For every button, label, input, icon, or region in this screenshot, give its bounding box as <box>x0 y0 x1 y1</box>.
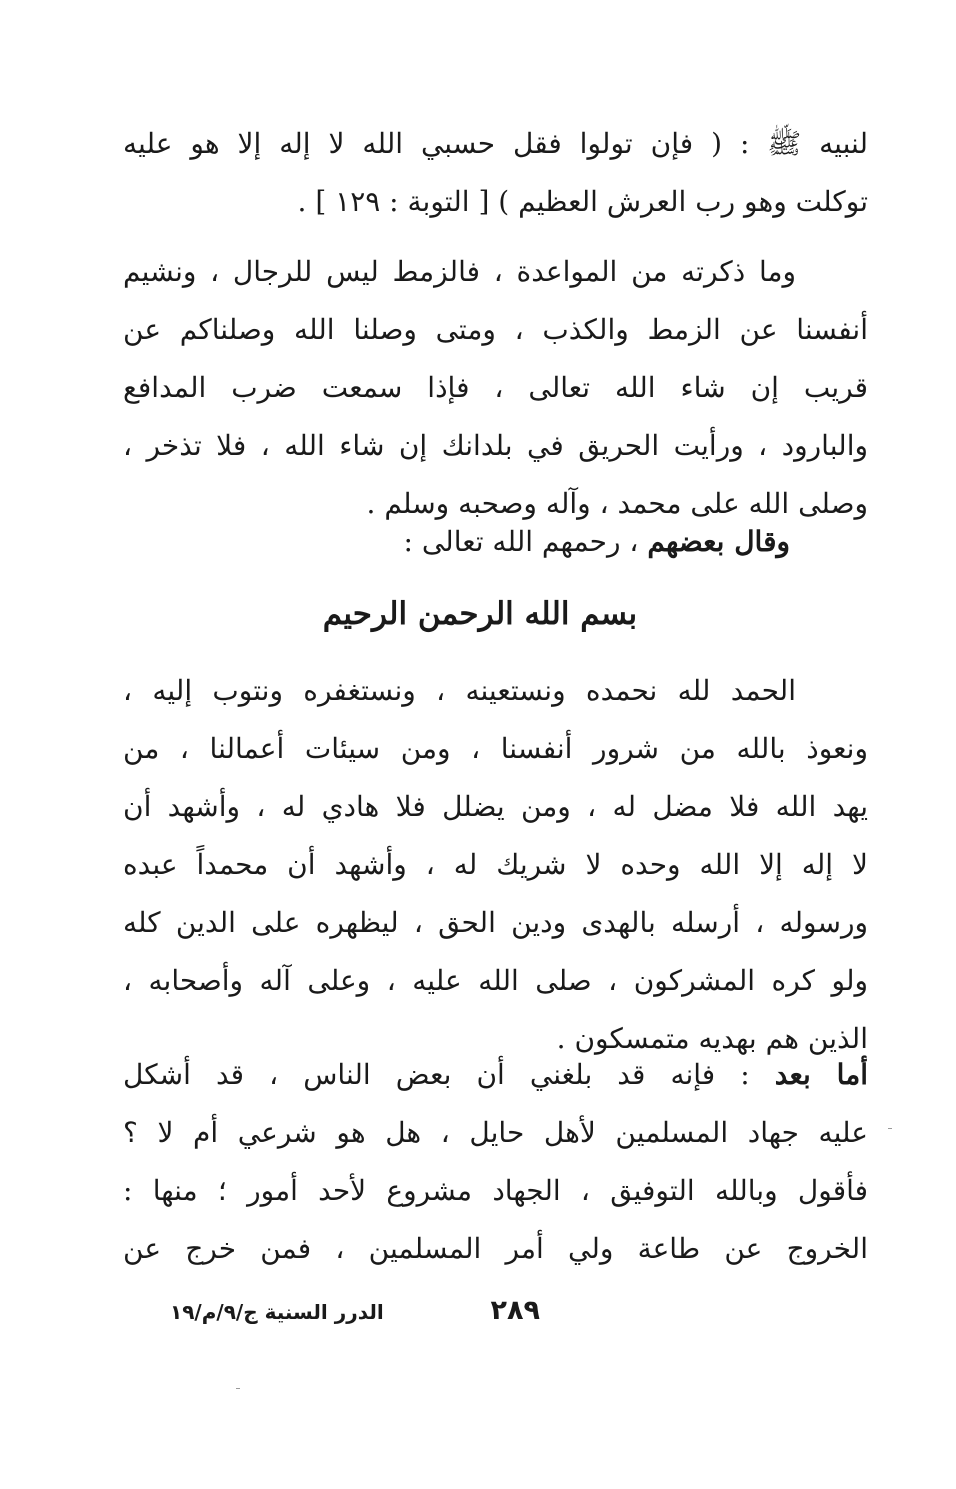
text-line: عليه جهاد المسلمين لأهل حايل ، هل هو شرعي أم لا ؟ <box>123 1116 868 1149</box>
text-line: ونعوذ بالله من شرور أنفسنا ، ومن سيئات أعمالنا ، من <box>123 732 868 765</box>
basmala-calligraphy: بسم الله الرحمن الرحيم <box>322 596 638 632</box>
section-heading <box>123 513 868 571</box>
text-line: لا إله إلا الله وحده لا شريك له ، وأشهد أن محمداً عبده <box>123 848 868 881</box>
heading-line <box>123 513 868 571</box>
paragraph-letter-closing <box>123 243 868 533</box>
heading-rest: ، رحمهم الله تعالى : <box>403 525 639 558</box>
text-line: الخروج عن طاعة ولي أمر المسلمين ، فمن خرج عن <box>123 1232 868 1265</box>
text-line: يهد الله فلا مضل له ، ومن يضلل فلا هادي له ، وأشهد أن <box>123 790 868 823</box>
text-line <box>123 1046 868 1104</box>
text-line: فأقول وبالله التوفيق ، الجهاد مشروع لأحد أمور ؛ منها : <box>123 1174 868 1207</box>
paragraph-khutbah <box>123 662 868 1068</box>
lead-rest: : فإنه قد بلغني أن بعض الناس ، قد أشكل <box>123 1058 750 1091</box>
text-line: وما ذكرته من المواعدة ، فالزمط ليس للرجال ، ونشيم <box>123 255 796 288</box>
text-line: ولو كره المشركون ، صلى الله عليه ، وعلى آله وأصحابه ، <box>123 964 868 997</box>
text-line: قريب إن شاء الله تعالى ، فإذا سمعت ضرب المدافع <box>123 371 868 404</box>
paragraph-amma-baad <box>123 1046 868 1278</box>
page-footer <box>170 1294 540 1328</box>
scan-speck <box>888 1128 892 1129</box>
text-line: لنبيه ﷺ : ( فإن تولوا فقل حسبي الله لا إله إلا هو عليه <box>123 127 868 160</box>
text-line: الذين هم بهديه متمسكون . <box>556 1022 868 1055</box>
paragraph-quran-quote <box>123 115 868 231</box>
text-line: توكلت وهو رب العرش العظيم ) [ التوبة : ١٢٩ ] . <box>297 185 868 218</box>
text-line: والبارود ، ورأيت الحريق في بلدانك إن شاء الله ، فلا تذخر ، <box>123 429 868 462</box>
lead-bold: أما بعد <box>774 1058 868 1091</box>
text-line: ورسوله ، أرسله بالهدى ودين الحق ، ليظهره على الدين كله <box>123 906 868 939</box>
text-line: أنفسنا عن الزمط والكذب ، ومتى وصلنا الله وصلناكم عن <box>123 313 868 346</box>
source-reference: الدرر السنية ج/٩/م/١٩ <box>170 1300 384 1324</box>
text-line: وصلى الله على محمد ، وآله وصحبه وسلم . <box>366 487 868 520</box>
text-line: الحمد لله نحمده ونستعينه ، ونستغفره ونتوب إليه ، <box>123 674 796 707</box>
scan-speck <box>236 1388 240 1389</box>
page-number: ٢٨٩ <box>490 1295 540 1326</box>
heading-bold: وقال بعضهم <box>647 525 790 558</box>
